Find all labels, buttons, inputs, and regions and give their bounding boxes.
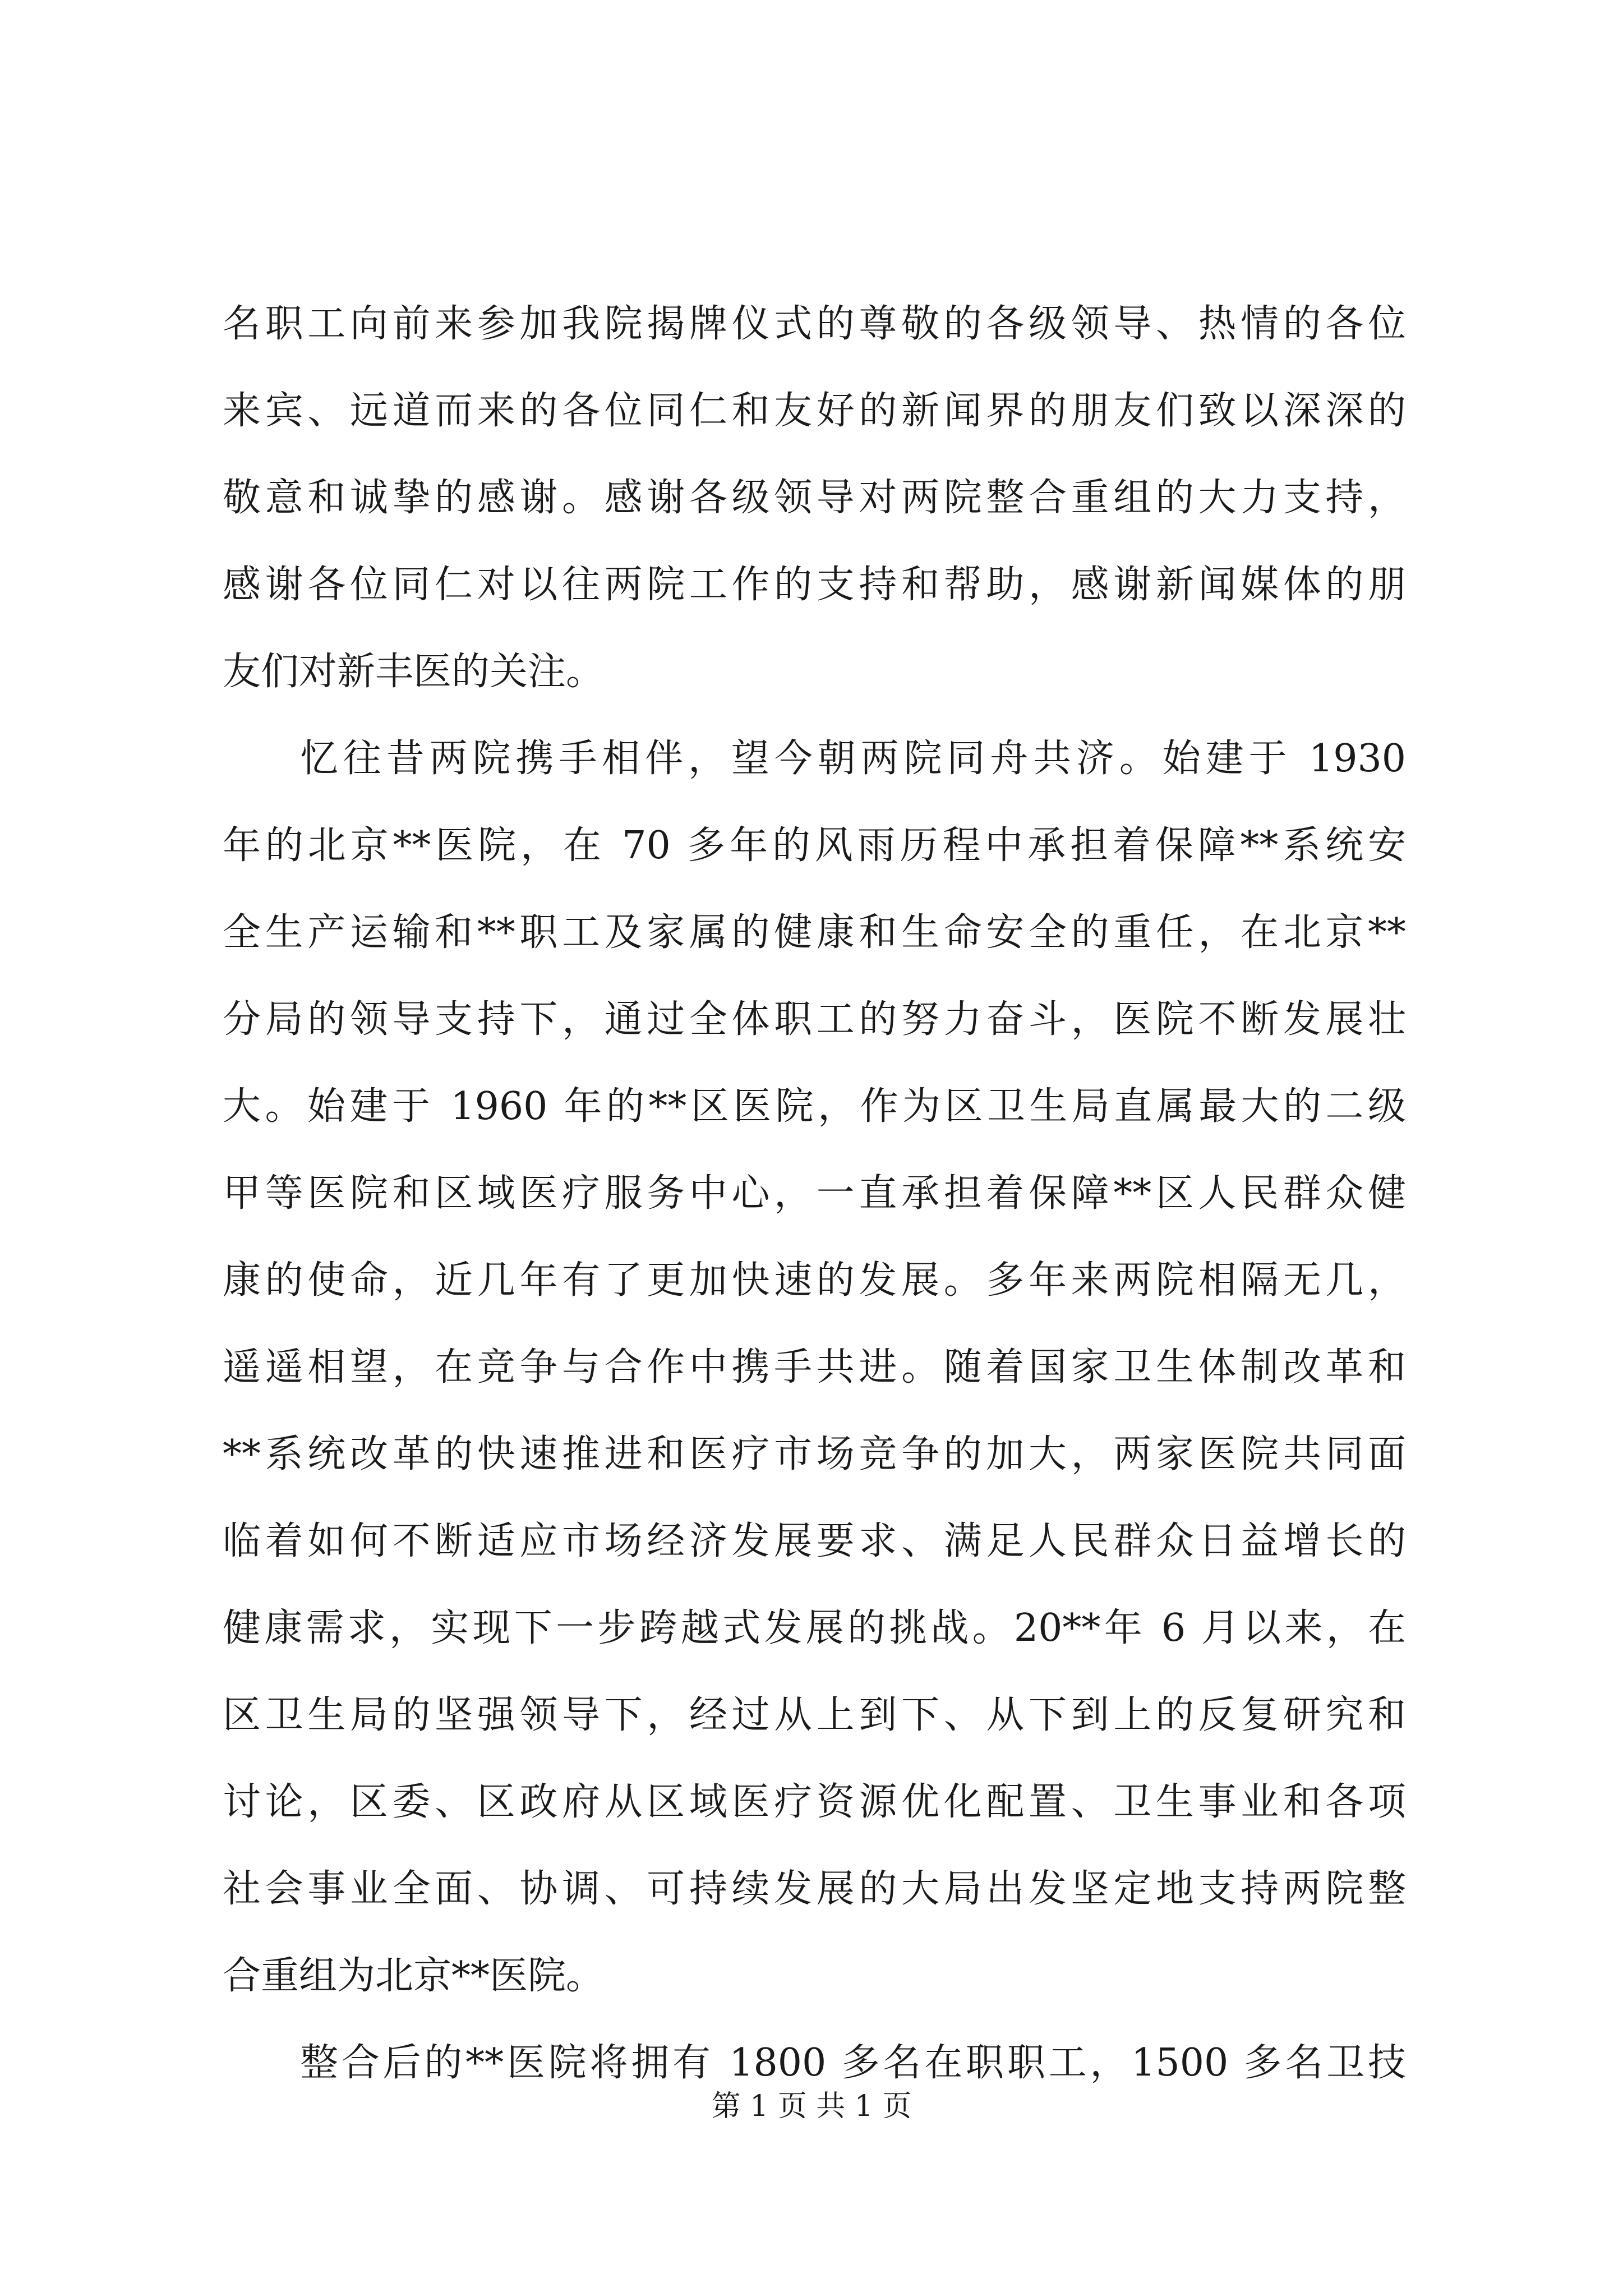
text-line: 名职工向前来参加我院揭牌仪式的尊敬的各级领导、热情的各位: [223, 302, 1406, 346]
text-line: 临着如何不断适应市场经济发展要求、满足人民群众日益增长的: [223, 1519, 1406, 1563]
text-line: 甲等医院和区域医疗服务中心，一直承担着保障**区人民群众健: [223, 1171, 1406, 1216]
text-line: 区卫生局的坚强领导下，经过从上到下、从下到上的反复研究和: [223, 1693, 1406, 1737]
text-line: 分局的领导支持下，通过全体职工的努力奋斗，医院不断发展壮: [223, 997, 1406, 1042]
text-line: 健康需求，实现下一步跨越式发展的挑战。20**年 6 月以来，在: [223, 1606, 1406, 1650]
page-footer: [0, 2087, 1623, 2126]
text-line: 年的北京**医院，在 70 多年的风雨历程中承担着保障**系统安: [223, 823, 1406, 868]
text-line: 康的使命，近几年有了更加快速的发展。多年来两院相隔无几，: [223, 1258, 1406, 1303]
text-line: 友们对新丰医的关注。: [223, 650, 605, 694]
text-line: 敬意和诚挚的感谢。感谢各级领导对两院整合重组的大力支持，: [223, 476, 1406, 520]
text-line: 合重组为北京**医院。: [223, 1954, 605, 1998]
text-line: 讨论，区委、区政府从区域医疗资源优化配置、卫生事业和各项: [223, 1780, 1406, 1824]
document-body: [223, 280, 1406, 2106]
text-line: 全生产运输和**职工及家属的健康和生命安全的重任，在北京**: [223, 910, 1406, 955]
page-number-label: 第 1 页 共 1 页: [711, 2090, 912, 2123]
text-line: 整合后的**医院将拥有 1800 多名在职职工，1500 多名卫技: [300, 2041, 1406, 2085]
text-line: 大。始建于 1960 年的**区医院，作为区卫生局直属最大的二级: [223, 1084, 1406, 1129]
text-line: 忆往昔两院携手相伴，望今朝两院同舟共济。始建于 1930: [300, 737, 1406, 781]
paragraph-2: [223, 715, 1406, 2019]
text-line: 社会事业全面、协调、可持续发展的大局出发坚定地支持两院整: [223, 1867, 1406, 1911]
text-line: 遥遥相望，在竞争与合作中携手共进。随着国家卫生体制改革和: [223, 1345, 1406, 1389]
text-line: 感谢各位同仁对以往两院工作的支持和帮助，感谢新闻媒体的朋: [223, 563, 1406, 607]
paragraph-1: [223, 280, 1406, 715]
text-line: 来宾、远道而来的各位同仁和友好的新闻界的朋友们致以深深的: [223, 389, 1406, 433]
text-line: **系统改革的快速推进和医疗市场竞争的加大，两家医院共同面: [223, 1432, 1406, 1476]
